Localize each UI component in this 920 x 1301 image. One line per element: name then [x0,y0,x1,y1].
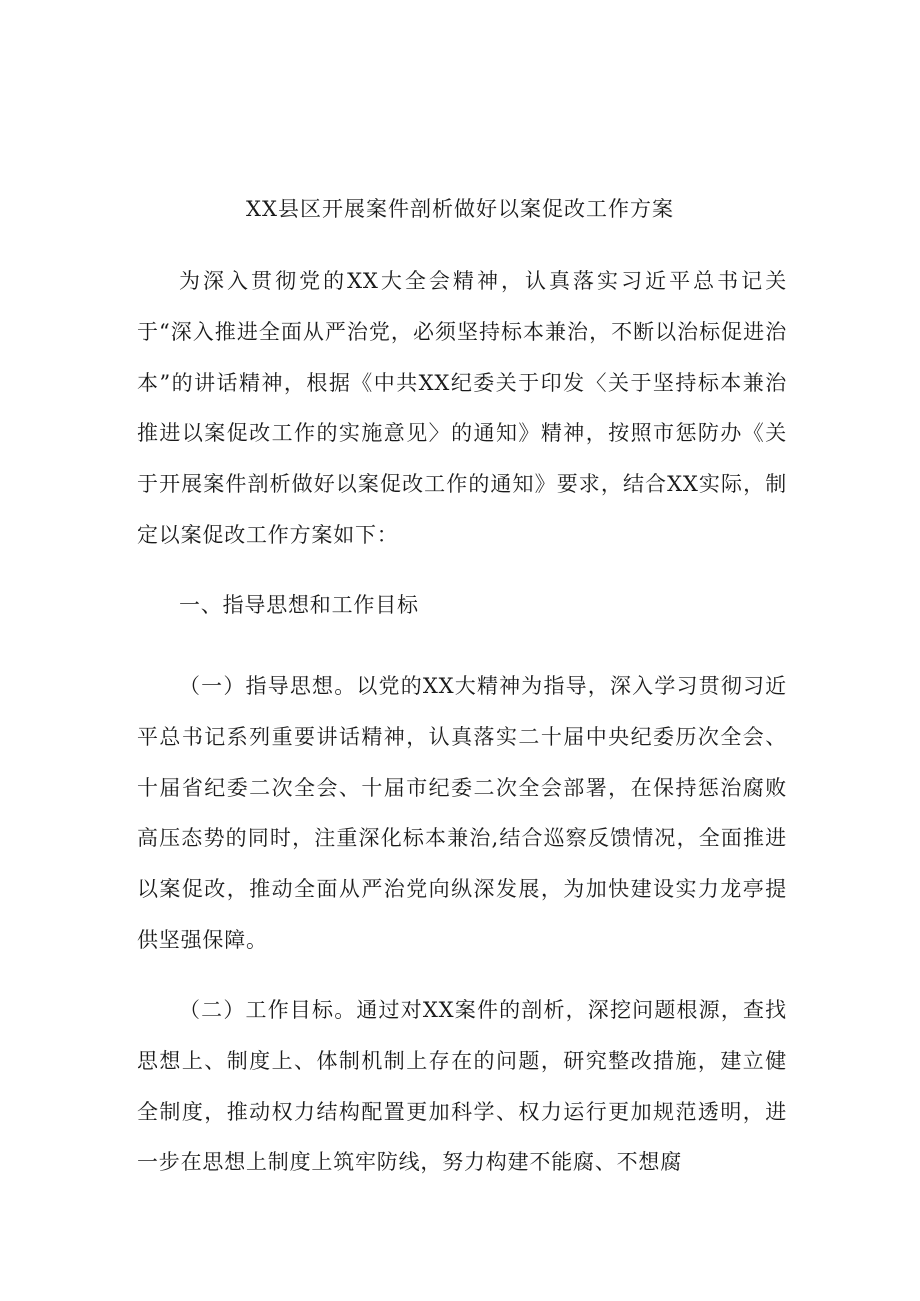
section-one-heading: 一、指导思想和工作目标 [179,593,419,617]
guiding-ideology-paragraph: （一）指导思想。以党的XX大精神为指导，深入学习贯彻习近平总书记系列重要讲话精神，认真落实二十届中央纪委历次全会、十届省纪委二次全会、十届市纪委二次全会部署，在保持惩治腐败高压态势的同时，注重深化标本兼治,结合巡察反馈情况，全面推进以案促改，推动全面从严治党向纵深发展，为加快建设实力龙亭提供坚强保障。 [137,674,787,952]
document-title: XX县区开展案件剖析做好以案促改工作方案 [246,197,674,221]
work-goal-paragraph: （二）工作目标。通过对XX案件的剖析，深挖问题根源，查找思想上、制度上、体制机制上存在的问题，研究整改措施，建立健全制度，推动权力结构配置更加科学、权力运行更加规范透明，进一步在思想上制度上筑牢防线，努力构建不能腐、不想腐 [137,998,787,1175]
intro-paragraph: 为深入贯彻党的XX大全会精神，认真落实习近平总书记关于“深入推进全面从严治党，必须坚持标本兼治，不断以治标促进治本”的讲话精神，根据《中共XX纪委关于印发〈关于坚持标本兼治推进以案促改工作的实施意见〉的通知》精神，按照市惩防办《关于开展案件剖析做好以案促改工作的通知》要求，结合XX实际，制定以案促改工作方案如下： [137,269,787,547]
